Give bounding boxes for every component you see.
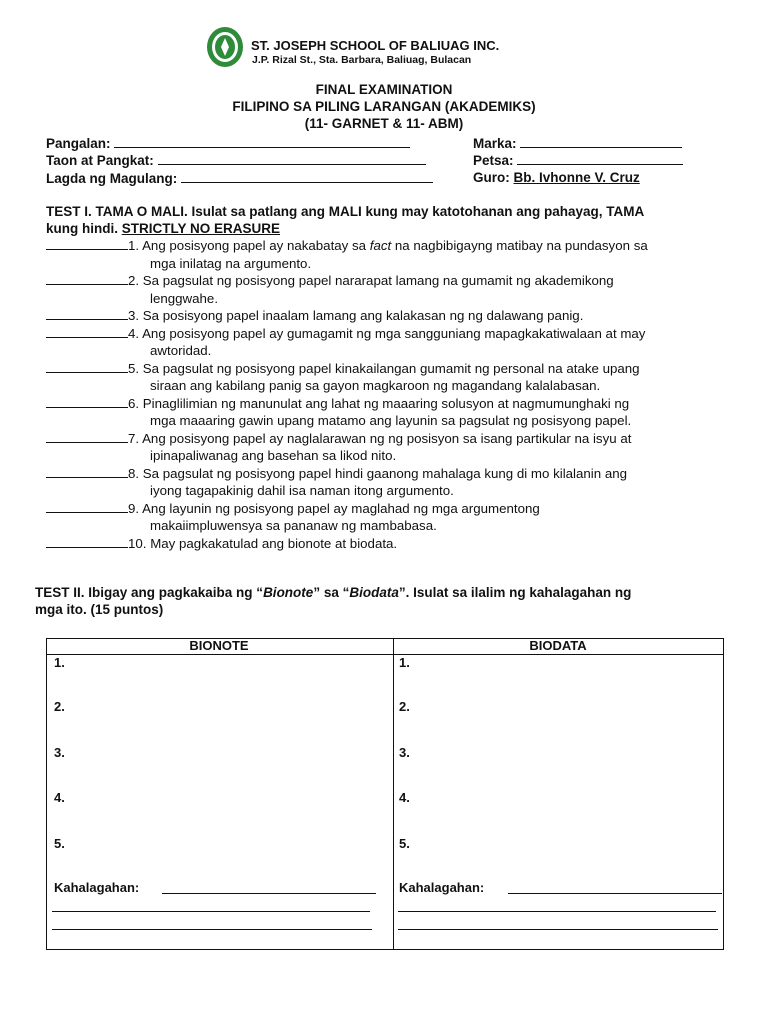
item-text-cont: na nagbibigayng matibay na pundasyon sa bbox=[394, 238, 648, 253]
marka-field[interactable] bbox=[473, 135, 682, 151]
exam-title: FINAL EXAMINATION bbox=[315, 82, 453, 97]
test2-bionote: Bionote bbox=[263, 585, 314, 600]
bionote-item-number: 2. bbox=[54, 699, 65, 714]
lagda-label: Lagda ng Magulang: bbox=[46, 171, 178, 186]
item-continuation: makaiimpluwensya sa pananaw ng mambabasa. bbox=[150, 518, 437, 533]
lagda-field[interactable] bbox=[46, 170, 433, 186]
test2-heading-line2: mga ito. (15 puntos) bbox=[35, 602, 164, 617]
school-name: ST. JOSEPH SCHOOL OF BALIUAG INC. bbox=[251, 38, 500, 53]
test2-text-b: ” sa “ bbox=[313, 585, 350, 600]
school-seal bbox=[205, 25, 245, 69]
biodata-answer-line-2[interactable] bbox=[398, 929, 718, 930]
bionote-answer-line-2[interactable] bbox=[52, 929, 372, 930]
item-continuation: siraan ang kabilang panig sa gayon magkaroon ng magandang kalalabasan. bbox=[150, 378, 601, 393]
taon-field[interactable] bbox=[46, 152, 426, 168]
item-text: Ang posisyong papel ay nakabatay sa bbox=[142, 238, 367, 253]
biodata-header: BIODATA bbox=[529, 638, 587, 653]
item-text: Ang layunin ng posisyong papel ay maglahad ng mga argumentong bbox=[142, 500, 540, 516]
item-text: Sa pagsulat ng posisyong papel kinakailangan gumamit ng personal na atake upang bbox=[142, 360, 640, 376]
item-number: 4. bbox=[128, 325, 140, 341]
item-number: 9. bbox=[128, 500, 140, 516]
bionote-kahalagahan-line[interactable] bbox=[162, 893, 376, 894]
item-number: 10. bbox=[128, 535, 147, 551]
test1-item bbox=[46, 360, 640, 378]
answer-blank[interactable] bbox=[46, 535, 128, 548]
bionote-item-number: 1. bbox=[54, 655, 65, 670]
item-continuation: ipinapaliwanag ang basehan sa likod nito. bbox=[150, 448, 397, 463]
item-text: Sa pagsulat ng posisyong papel hindi gaanong mahalaga kung di mo kilalanin ang bbox=[142, 465, 628, 481]
biodata-item-number: 4. bbox=[399, 790, 410, 805]
item-text: Pinaglilimian ng manunulat ang lahat ng maaaring solusyon at nagmumunghaki ng bbox=[142, 395, 630, 411]
test1-item bbox=[46, 430, 631, 448]
bionote-item-number: 5. bbox=[54, 836, 65, 851]
guro-value: Bb. Ivhonne V. Cruz bbox=[513, 170, 640, 185]
test1-item bbox=[46, 272, 614, 290]
item-number: 2. bbox=[128, 273, 140, 288]
answer-blank[interactable] bbox=[46, 395, 128, 408]
item-text: Sa pagsulat ng posisyong papel nararapat lamang na gumamit ng akademikong bbox=[142, 273, 614, 288]
test1-item bbox=[46, 395, 629, 413]
answer-blank[interactable] bbox=[46, 500, 128, 513]
answer-blank[interactable] bbox=[46, 465, 128, 478]
petsa-label: Petsa: bbox=[473, 153, 514, 168]
biodata-item-number: 5. bbox=[399, 836, 410, 851]
item-number: 7. bbox=[128, 430, 140, 446]
item-continuation: lenggwahe. bbox=[150, 290, 219, 306]
answer-blank[interactable] bbox=[46, 237, 128, 250]
guro-label: Guro: bbox=[473, 170, 510, 185]
biodata-answer-line-1[interactable] bbox=[398, 911, 716, 912]
no-erasure-note: STRICTLY NO ERASURE bbox=[121, 221, 281, 236]
bionote-header: BIONOTE bbox=[189, 638, 249, 653]
item-text: Ang posisyong papel ay naglalarawan ng ng posisyon sa isang partikular na isyu at bbox=[142, 430, 632, 446]
test2-biodata: Biodata bbox=[349, 585, 399, 600]
item-text: Ang posisyong papel ay gumagamit ng mga sangguniang mapagkakatiwalaan at may bbox=[142, 325, 646, 341]
petsa-field[interactable] bbox=[473, 152, 683, 168]
item-number: 3. bbox=[128, 308, 140, 323]
test1-item bbox=[46, 325, 645, 343]
comparison-table bbox=[46, 638, 724, 950]
item-number: 8. bbox=[128, 465, 140, 481]
biodata-kahalagahan-label: Kahalagahan: bbox=[399, 880, 485, 895]
biodata-item-number: 3. bbox=[399, 745, 410, 760]
bionote-kahalagahan-label: Kahalagahan: bbox=[54, 880, 140, 895]
exam-sections: (11- GARNET & 11- ABM) bbox=[304, 116, 464, 131]
answer-blank[interactable] bbox=[46, 272, 128, 285]
bionote-answer-line-1[interactable] bbox=[52, 911, 370, 912]
item-text: Sa posisyong papel inaalam lamang ang kalakasan ng ng dalawang panig. bbox=[142, 308, 584, 323]
biodata-item-number: 2. bbox=[399, 699, 410, 714]
test1-heading-line2 bbox=[46, 220, 280, 238]
item-continuation: iyong tagapakinig dahil isa naman itong argumento. bbox=[150, 483, 454, 498]
pangalan-label: Pangalan: bbox=[46, 136, 111, 151]
answer-blank[interactable] bbox=[46, 325, 128, 338]
test1-item bbox=[46, 535, 397, 553]
answer-blank[interactable] bbox=[46, 430, 128, 443]
test1-item bbox=[46, 237, 648, 255]
answer-blank[interactable] bbox=[46, 307, 128, 320]
item-continuation: mga inilatag na argumento. bbox=[150, 255, 312, 271]
test2-text-a: TEST II. Ibigay ang pagkakaiba ng “ bbox=[35, 585, 264, 600]
test1-item bbox=[46, 465, 627, 483]
item-continuation: awtoridad. bbox=[150, 343, 212, 358]
item-continuation: mga maaaring gawin upang matamo ang layunin sa pagsulat ng posisyong papel. bbox=[150, 413, 632, 428]
taon-label: Taon at Pangkat: bbox=[46, 153, 154, 168]
test1-heading: TEST I. TAMA O MALI. Isulat sa patlang ang MALI kung may katotohanan ang pahayag, TAMA bbox=[46, 204, 645, 219]
item-number: 6. bbox=[128, 395, 140, 411]
marka-label: Marka: bbox=[473, 136, 517, 151]
bionote-item-number: 4. bbox=[54, 790, 65, 805]
item-text: May pagkakatulad ang bionote at biodata. bbox=[150, 535, 398, 551]
test1-item bbox=[46, 307, 583, 325]
biodata-kahalagahan-line[interactable] bbox=[508, 893, 722, 894]
test2-heading bbox=[35, 585, 631, 600]
exam-subject: FILIPINO SA PILING LARANGAN (AKADEMIKS) bbox=[232, 99, 536, 114]
biodata-item-number: 1. bbox=[399, 655, 410, 670]
test1-item bbox=[46, 500, 540, 518]
item-italic: fact bbox=[369, 238, 392, 253]
item-number: 5. bbox=[128, 360, 140, 376]
school-address: J.P. Rizal St., Sta. Barbara, Baliuag, Bulacan bbox=[252, 54, 472, 66]
bionote-item-number: 3. bbox=[54, 745, 65, 760]
test1-heading-cont: kung hindi. bbox=[46, 221, 118, 236]
pangalan-field[interactable] bbox=[46, 135, 410, 151]
answer-blank[interactable] bbox=[46, 360, 128, 373]
test2-text-c: ”. Isulat sa ilalim ng kahalagahan ng bbox=[398, 585, 632, 600]
item-number: 1. bbox=[128, 238, 140, 253]
guro-field bbox=[473, 170, 640, 185]
